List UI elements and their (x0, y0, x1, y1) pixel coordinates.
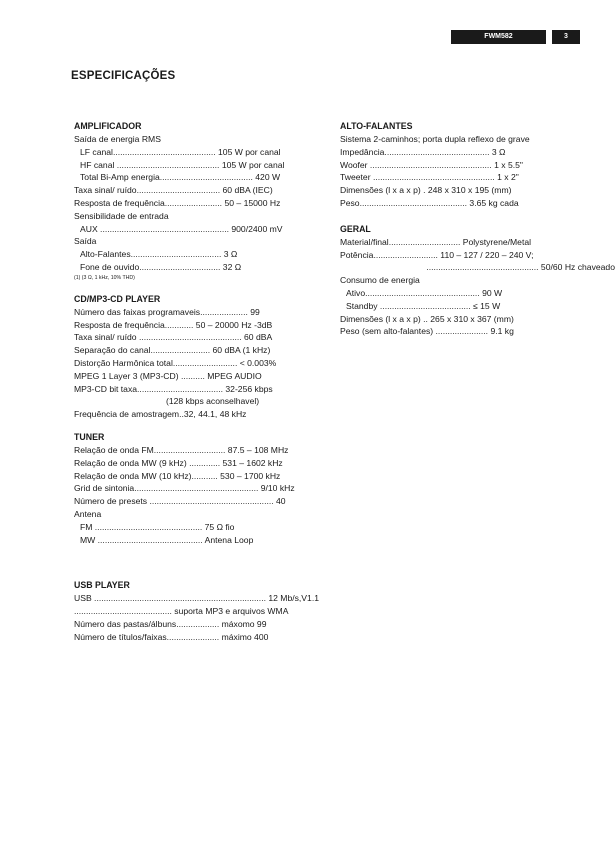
footnote: (1) (3 Ω, 1 kHz, 10% THD) (74, 274, 135, 281)
spec-line: Taxa sinal/ ruído ........................................... 60 dBA (74, 332, 273, 343)
spec-line: Antena (74, 508, 102, 519)
spec-line: Separação do canal......................... 60 dBA (1 kHz) (74, 345, 271, 356)
spec-line: Woofer ................................................... 1 x 5.5" (340, 159, 523, 170)
spec-line: Resposta de frequência........................ 50 – 15000 Hz (74, 197, 281, 208)
spec-section (340, 223, 615, 338)
spec-line: Potência........................... 110 – 127 / 220 – 240 V; (340, 249, 534, 260)
spec-line: Dimensões (l x a x p) . 248 x 310 x 195 (mm) (340, 185, 512, 196)
section-title: AMPLIFICADOR (74, 121, 142, 131)
spec-line: Sistema 2-caminhos; porta dupla reflexo de grave (340, 134, 530, 144)
spec-line: Ativo................................................ 90 W (346, 287, 503, 298)
spec-line: Resposta de frequência............ 50 – 20000 Hz -3dB (74, 319, 273, 330)
spec-line: USB ........................................................................ 12 Mb/s,V1.1 (74, 593, 319, 604)
page-title: ESPECIFICAÇÕES (71, 70, 176, 82)
spec-line: ......................................... suporta MP3 e arquivos WMA (74, 606, 289, 617)
spec-line: ............................................... 50/60 Hz chaveado (426, 262, 615, 273)
right-column (340, 120, 615, 348)
spec-line: Peso............................................. 3.65 kg cada (340, 197, 519, 208)
spec-line: Taxa sinal/ ruído................................... 60 dBA (IEC) (74, 185, 273, 196)
spec-line: MPEG 1 Layer 3 (MP3-CD) .......... MPEG AUDIO (74, 370, 262, 381)
spec-line: Saída (74, 236, 97, 247)
section-title: TUNER (74, 431, 105, 442)
section-title: ALTO-FALANTES (340, 121, 413, 131)
spec-line: MW ............................................ Antena Loop (80, 534, 254, 545)
spec-line: Fone de ouvido.................................. 32 Ω (80, 261, 242, 272)
section-title: GERAL (340, 223, 371, 234)
spec-line: Grid de sintonia.................................................... 9/10 kHz (74, 483, 295, 494)
spec-line: Sensibilidade de entrada (74, 210, 169, 221)
section-title: USB PLAYER (74, 580, 130, 591)
spec-line: HF canal ........................................... 105 W por canal (80, 159, 285, 170)
spec-section (74, 431, 349, 546)
spec-line: Número de títulos/faixas...................... máximo 400 (74, 631, 269, 642)
spec-line: Relação de onda MW (9 kHz) ............. 531 – 1602 kHz (74, 457, 283, 468)
spec-line: Standby ...................................... ≤ 15 W (346, 300, 501, 311)
spec-line: Total Bi-Amp energia....................................... 420 W (80, 172, 281, 183)
spec-line: AUX ...................................................... 900/2400 mV (80, 223, 283, 234)
spec-line: Peso (sem alto-falantes) ...................... 9.1 kg (340, 326, 514, 337)
spec-section (340, 120, 615, 210)
spec-line: Material/final.............................. Polystyrene/Metal (340, 236, 532, 247)
spec-line: LF canal........................................... 105 W por canal (80, 146, 281, 157)
page-number-badge: 3 (552, 30, 580, 44)
spec-line: Relação de onda FM.............................. 87.5 – 108 MHz (74, 444, 289, 455)
spec-line: Impedância............................................ 3 Ω (340, 146, 506, 157)
spec-section (74, 579, 349, 643)
spec-line: Relação de onda MW (10 kHz)........... 530 – 1700 kHz (74, 470, 281, 481)
model-badge: FWM582 (451, 30, 546, 44)
left-column (74, 120, 349, 654)
spec-line: Tweeter ................................................... 1 x 2" (340, 172, 519, 183)
section-title: CD/MP3-CD PLAYER (74, 293, 161, 304)
spec-line: Frequência de amostragem..32, 44.1, 48 kHz (74, 409, 247, 420)
spec-line: Saída de energia RMS (74, 134, 161, 144)
section-spacer (74, 556, 349, 579)
spec-line: Número das faixas programaveis.................... 99 (74, 306, 260, 317)
spec-line: Consumo de energia (340, 275, 420, 286)
spec-line: Alto-Falantes...................................... 3 Ω (80, 249, 238, 260)
spec-line: Distorção Harmônica total........................... < 0.003% (74, 357, 277, 368)
spec-line: (128 kbps aconselhavel) (166, 396, 260, 407)
spec-section (74, 120, 349, 283)
spec-line: Número de presets .................................................... 40 (74, 496, 286, 507)
spec-section (74, 293, 349, 421)
spec-line: MP3-CD bit taxa.................................... 32-256 kbps (74, 383, 273, 394)
spec-line: FM ............................................. 75 Ω fio (80, 521, 235, 532)
spec-line: Dimensões (l x a x p) .. 265 x 310 x 367 (mm) (340, 313, 514, 324)
spec-line: Número das pastas/álbuns.................. máxomo 99 (74, 618, 267, 629)
